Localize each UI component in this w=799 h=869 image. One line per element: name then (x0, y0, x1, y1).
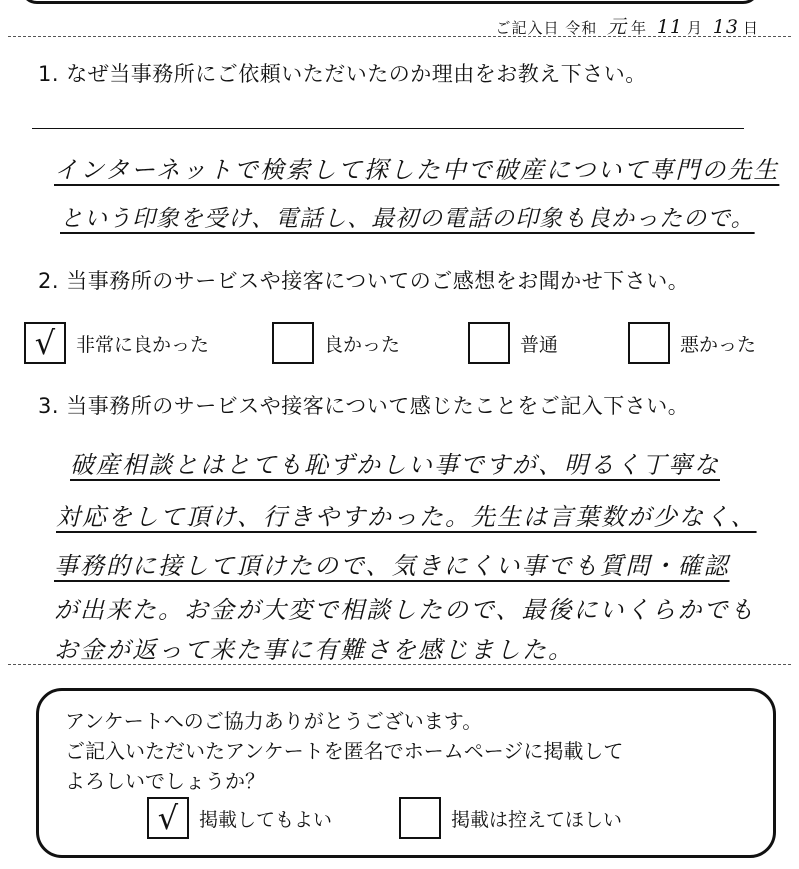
rating-checkbox-bad[interactable] (628, 322, 670, 364)
question-3: 3. 当事務所のサービスや接客について感じたことをご記入下さい。 (38, 394, 690, 418)
q1-answer-line-1: インターネットで検索して探した中で破産について専門の先生 (54, 156, 780, 184)
date-month-unit: 月 (687, 19, 704, 37)
rating-label-very-good: 非常に良かった (76, 333, 210, 356)
date-month: 11 (656, 16, 683, 38)
q3-answer-line-4: が出来た。お金が大変で相談したので、最後にいくらかでも (54, 596, 756, 624)
question-2: 2. 当事務所のサービスや接客についてのご感想をお聞かせ下さい。 (38, 269, 690, 293)
rating-label-average: 普通 (520, 333, 559, 356)
top-divider (8, 36, 791, 37)
top-frame (20, 0, 760, 4)
date-era-year: 元 (607, 16, 628, 38)
rating-option-good[interactable] (272, 322, 400, 364)
consent-box (36, 688, 776, 858)
rating-label-good: 良かった (324, 333, 401, 356)
entry-date (495, 12, 759, 39)
consent-checkbox-decline[interactable] (399, 797, 441, 839)
q3-answer-line-2: 対応をして頂け、行きやすかった。先生は言葉数が少なく、 (56, 503, 757, 531)
bottom-divider (8, 664, 791, 665)
date-day-unit: 日 (742, 19, 759, 37)
date-prefix: ご記入日 令和 (495, 19, 598, 37)
consent-question-line-2: よろしいでしょうか？ (65, 769, 265, 793)
q3-answer-line-5: お金が返って来た事に有難さを感じました。 (54, 636, 574, 664)
rating-checkbox-average[interactable] (468, 322, 510, 364)
rating-label-bad: 悪かった (680, 333, 757, 356)
rating-checkbox-very-good[interactable]: √ (24, 322, 66, 364)
rating-option-very-good[interactable] (24, 322, 209, 364)
q1-blank-rule (32, 128, 744, 129)
consent-option-decline[interactable] (399, 797, 622, 839)
question-1: 1. なぜ当事務所にご依頼いただいたのか理由をお教え下さい。 (38, 62, 647, 86)
rating-checkbox-good[interactable] (272, 322, 314, 364)
consent-checkbox-allow[interactable]: √ (147, 797, 189, 839)
date-day: 13 (712, 16, 739, 38)
consent-thanks: アンケートへのご協力ありがとうございます。 (65, 709, 483, 733)
rating-option-average[interactable] (468, 322, 558, 364)
consent-question-line-1: ご記入いただいたアンケートを匿名でホームページに掲載して (65, 739, 624, 763)
date-year-unit: 年 (631, 19, 648, 37)
consent-option-allow[interactable] (147, 797, 332, 839)
q3-answer-line-1: 破産相談とはとても恥ずかしい事ですが、明るく丁寧な (70, 451, 720, 479)
consent-label-decline: 掲載は控えてほしい (451, 808, 623, 831)
q3-answer-line-3: 事務的に接して頂けたので、気きにくい事でも質問・確認 (54, 552, 730, 580)
consent-label-allow: 掲載してもよい (199, 808, 333, 831)
rating-option-bad[interactable] (628, 322, 756, 364)
q1-answer-line-2: という印象を受け、電話し、最初の電話の印象も良かったので。 (60, 206, 755, 232)
